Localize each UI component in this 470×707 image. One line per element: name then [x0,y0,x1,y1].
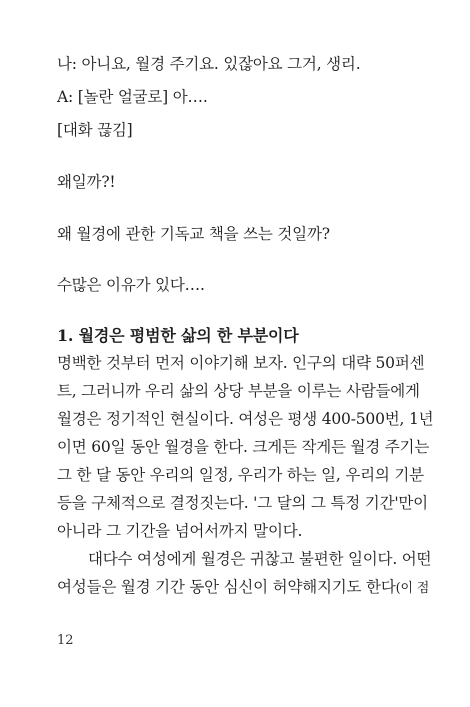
dialogue-line-a: A: [놀란 얼굴로] 아…. [57,88,208,106]
section-heading: 1. 월경은 평범한 삶의 한 부분이다 [57,326,299,345]
paragraph-line: 그 한 달 동안 우리의 일정, 우리가 하는 일, 우리의 기분 [57,466,424,484]
paragraph-line: 트, 그러니까 우리 삶의 상당 부분을 이루는 사람들에게 [57,382,420,400]
dialogue-stage-direction: [대화 끊김] [57,121,133,139]
paragraph-line: 대다수 여성에게 월경은 귀찮고 불편한 일이다. 어떤 [88,550,432,568]
paragraph-line: 명백한 것부터 먼저 이야기해 보자. 인구의 대략 50퍼센 [57,354,425,372]
paragraph-line: 등을 구체적으로 결정짓는다. '그 달의 그 특정 기간'만이 [57,494,428,512]
paragraph-line: 이면 60일 동안 월경을 한다. 크게든 작게든 월경 주기는 [57,438,430,456]
question-why-book: 왜 월경에 관한 기독교 책을 쓰는 것일까? [57,225,330,243]
question-why: 왜일까?! [57,173,116,191]
dialogue-line-me: 나: 아니요, 월경 주기요. 있잖아요 그거, 생리. [57,55,361,73]
answer-many-reasons: 수많은 이유가 있다…. [57,276,205,294]
paragraph-parenthetical: (이 점 [395,581,430,596]
paragraph-line: 아니라 그 기간을 넘어서까지 말이다. [57,522,303,540]
paragraph-line: 월경은 정기적인 현실이다. 여성은 평생 400-500번, 1년 [57,410,434,428]
paragraph-line-last [57,577,429,599]
paragraph-line-text: 여성들은 월경 기간 동안 심신이 허약해지기도 한다 [57,578,396,596]
page-number: 12 [57,633,74,648]
